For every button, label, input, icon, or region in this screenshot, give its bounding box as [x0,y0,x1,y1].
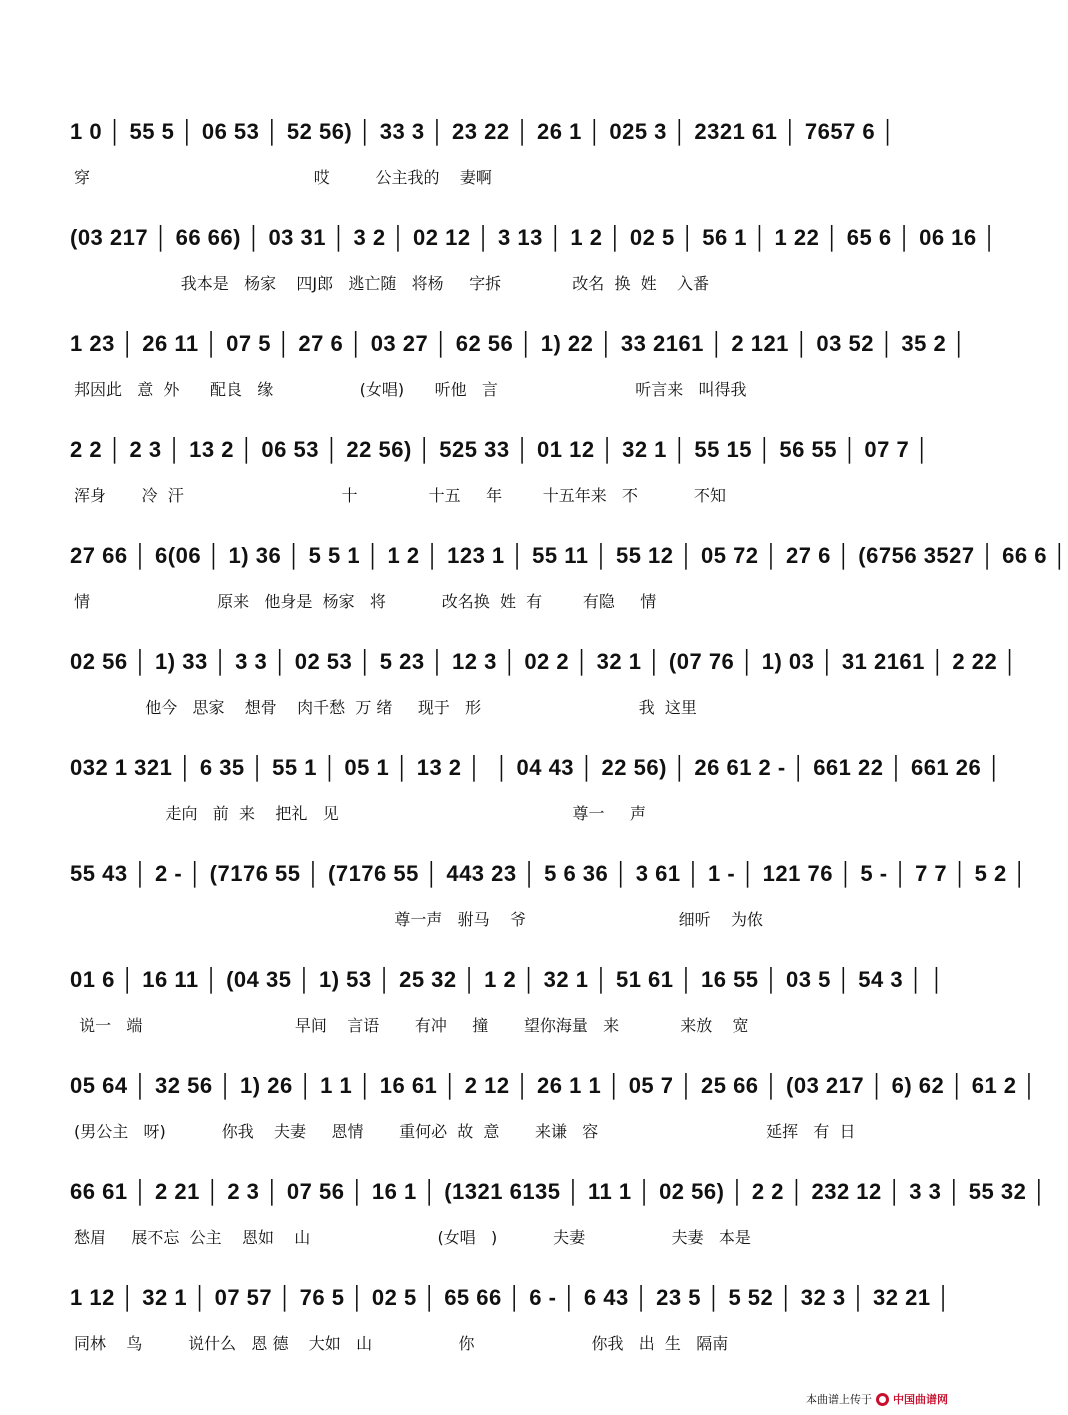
lyrics-line: 他今 思家 想骨 肉千愁 万 绪 现于 形 我 这里 [74,698,697,717]
lyrics-line: 穿 哎 公主我的 妻啊 [74,168,492,187]
score-system-9 [70,950,945,1056]
score-system-6 [70,632,1019,738]
lyrics-line: 邦因此 意 外 配良 缘 (女唱) 听他 言 听言来 叫得我 [74,380,747,399]
lyrics-line: 同林 鸟 说什么 恩 德 大如 山 你 你我 出 生 隔南 [74,1334,729,1353]
notation-line: 55 43 │ 2 - │ (7176 55 │ (7176 55 │ 443 23 │ 5 6 36 │ 3 61 │ 1 - │ 121 76 │ 5 - │ 7 7 │ 5 2 │ [70,861,1028,886]
notation-line: 01 6 │ 16 11 │ (04 35 │ 1) 53 │ 25 32 │ 1 2 │ 32 1 │ 51 61 │ 16 55 │ 03 5 │ 54 3 │ │ [70,967,945,992]
score-system-7 [70,738,1003,844]
lyrics-line: 愁眉 展不忘 公主 恩如 山 (女唱 ) 夫妻 夫妻 本是 [74,1228,751,1247]
score-system-1 [70,102,930,208]
score-system-4 [70,420,930,526]
score-system-8 [70,844,1028,950]
score-system-12 [70,1268,952,1374]
notation-line: 02 56 │ 1) 33 │ 3 3 │ 02 53 │ 5 23 │ 12 3 │ 02 2 │ 32 1 │ (07 76 │ 1) 03 │ 31 2161 │ 2 22 │ [70,649,1019,674]
notation-line: 66 61 │ 2 21 │ 2 3 │ 07 56 │ 16 1 │ (1321 6135 │ 11 1 │ 02 56) │ 2 2 │ 232 12 │ 3 3 │ 55 32 │ [70,1179,1048,1204]
upload-footer [806,1388,996,1410]
notation-line: (03 217 │ 66 66) │ 03 31 │ 3 2 │ 02 12 │ 3 13 │ 1 2 │ 02 5 │ 56 1 │ 1 22 │ 65 6 │ 06 16 │ [70,225,998,250]
notation-line: 1 12 │ 32 1 │ 07 57 │ 76 5 │ 02 5 │ 65 66 │ 6 - │ 6 43 │ 23 5 │ 5 52 │ 32 3 │ 32 21 │ [70,1285,952,1310]
score-system-5 [70,526,1068,632]
score-system-3 [70,314,968,420]
lyrics-line: 尊一声 驸马 爷 细听 为侬 [74,910,763,929]
notation-line: 032 1 321 │ 6 35 │ 55 1 │ 05 1 │ 13 2 │ │ 04 43 │ 22 56) │ 26 61 2 - │ 661 22 │ 661 26 │ [70,755,1003,780]
score-system-2 [70,208,998,314]
lyrics-line: 说一 端 早间 言语 有冲 撞 望你海量 来 来放 宽 [74,1016,749,1035]
site-logo-icon [876,1393,889,1406]
lyrics-line: 浑身 冷 汗 十 十五 年 十五年来 不 不知 [74,486,726,505]
score-system-10 [70,1056,1038,1162]
score-system-11 [70,1162,1048,1268]
site-name-link[interactable]: 中国曲谱网 [893,1393,948,1406]
notation-line: 05 64 │ 32 56 │ 1) 26 │ 1 1 │ 16 61 │ 2 12 │ 26 1 1 │ 05 7 │ 25 66 │ (03 217 │ 6) 62 │ 61 2 │ [70,1073,1038,1098]
lyrics-line: 走向 前 来 把礼 见 尊一 声 [74,804,646,823]
lyrics-line: (男公主 呀) 你我 夫妻 恩情 重何必 故 意 来谦 容 延挥 有 日 [74,1122,856,1141]
notation-line: 1 23 │ 26 11 │ 07 5 │ 27 6 │ 03 27 │ 62 56 │ 1) 22 │ 33 2161 │ 2 121 │ 03 52 │ 35 2 │ [70,331,968,356]
notation-line: 1 0 │ 55 5 │ 06 53 │ 52 56) │ 33 3 │ 23 22 │ 26 1 │ 025 3 │ 2321 61 │ 7657 6 │ [70,119,897,144]
notation-line: 27 66 │ 6(06 │ 1) 36 │ 5 5 1 │ 1 2 │ 123 1 │ 55 11 │ 55 12 │ 05 72 │ 27 6 │ (6756 3527 │ 66 6 │ [70,543,1068,568]
notation-line: 2 2 │ 2 3 │ 13 2 │ 06 53 │ 22 56) │ 525 33 │ 01 12 │ 32 1 │ 55 15 │ 56 55 │ 07 7 │ [70,437,931,462]
lyrics-line: 情 原来 他身是 杨家 将 改名换 姓 有 有隐 情 [74,592,657,611]
lyrics-line: 我本是 杨家 四J郎 逃亡随 将杨 字拆 改名 换 姓 入番 [74,274,709,293]
footer-text: 本曲谱上传于 [806,1393,872,1406]
